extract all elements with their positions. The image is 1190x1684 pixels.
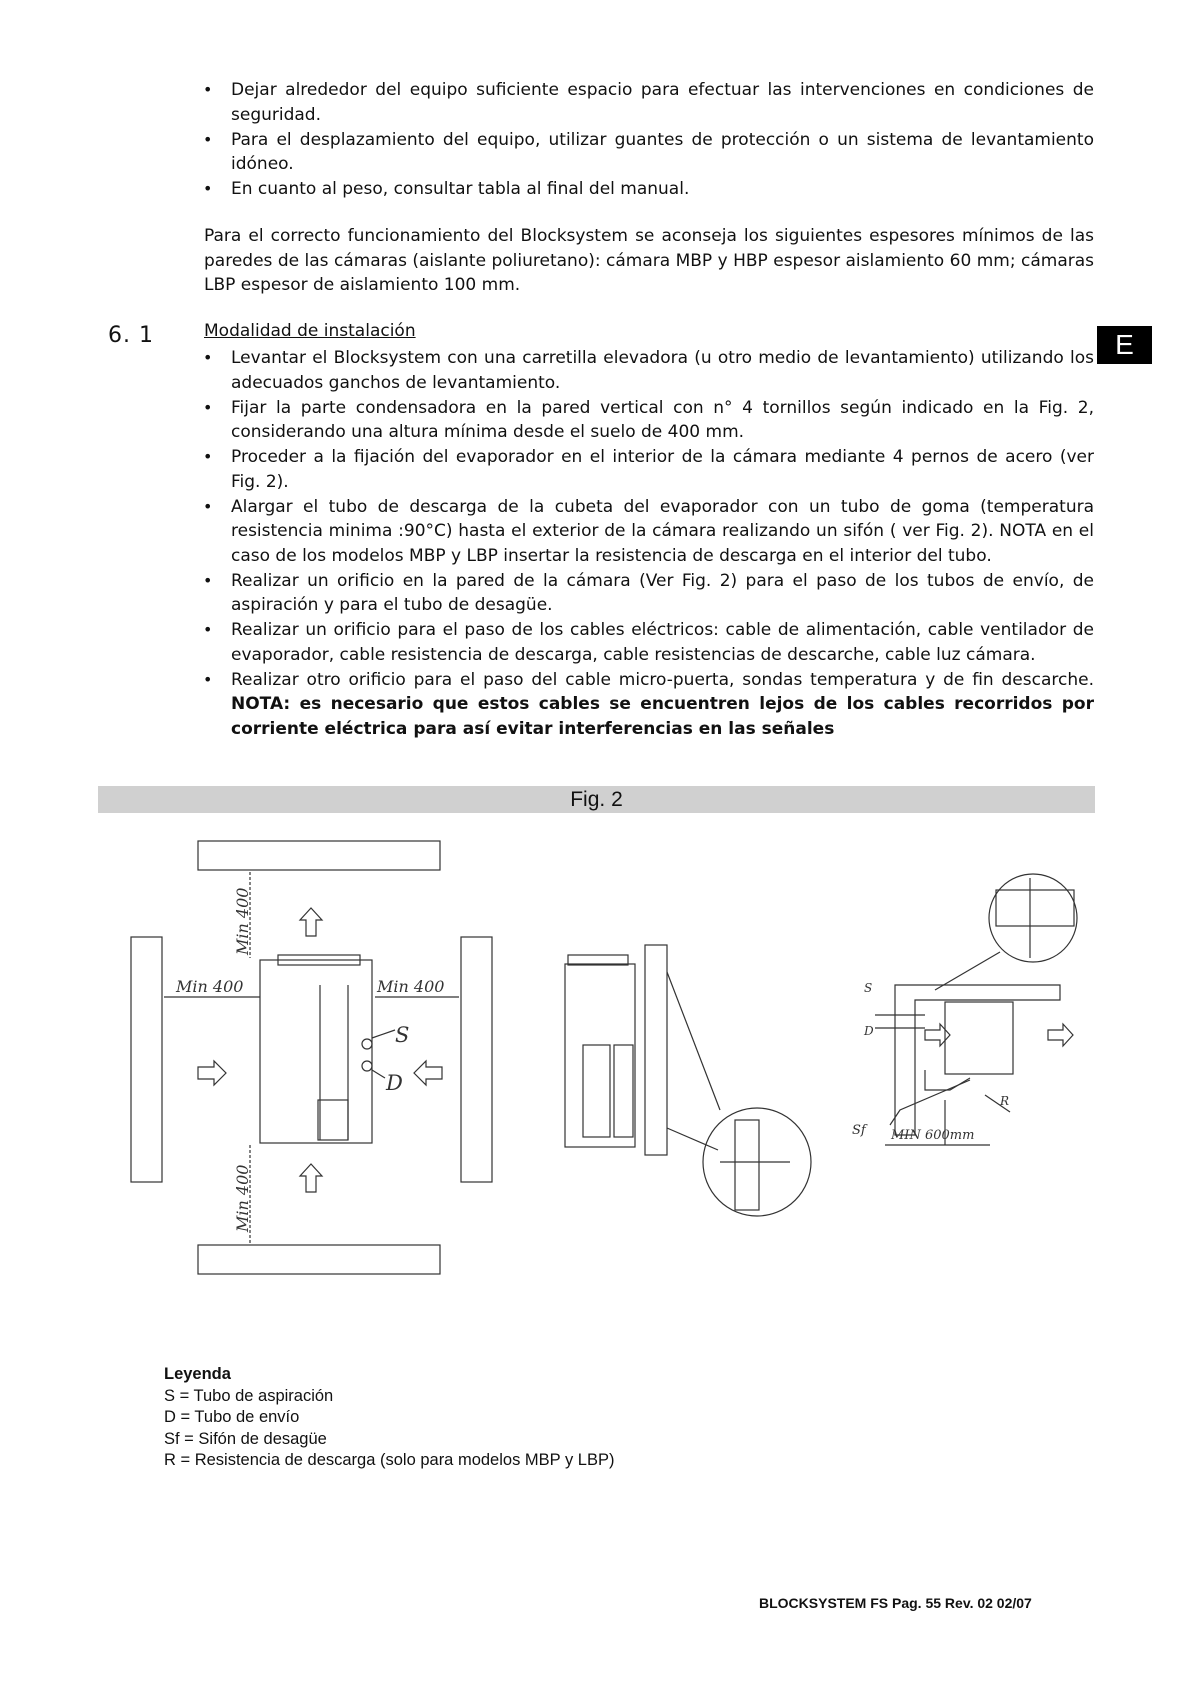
- language-tab: E: [1097, 326, 1152, 364]
- legend-title: Leyenda: [164, 1365, 231, 1383]
- list-item: • Para el desplazamiento del equipo, utilizar guantes de protección o un sistema de levantamiento idóneo.: [197, 128, 1094, 177]
- arrow-right-icon: [1048, 1024, 1073, 1046]
- arrow-right-icon: [198, 1061, 226, 1085]
- legend-item: Sf = Sifón de desagüe: [164, 1429, 327, 1448]
- siphon-label: Sf: [852, 1123, 866, 1138]
- list-item: • Levantar el Blocksystem con una carretilla elevadora (u otro medio de levantamiento) utilizando los adecuados ganchos de levantamiento.: [197, 346, 1094, 395]
- section-number: 6. 1: [108, 323, 154, 348]
- legend-item: D = Tubo de envío: [164, 1408, 300, 1426]
- side-unit: [565, 964, 635, 1147]
- arrow-up-icon: [300, 908, 322, 936]
- arrow-left-icon: [414, 1061, 442, 1085]
- dimension-label-top: Min 400: [233, 887, 252, 955]
- list-item: • Realizar un orificio en la pared de la cámara (Ver Fig. 2) para el paso de los tubos de envío, de aspiración y para el tubo de desagüe.: [197, 569, 1094, 618]
- installation-bullet-list: [197, 346, 1094, 742]
- list-item-text: Realizar otro orificio para el paso del cable micro-puerta, sondas temperatura y de fin descarche.: [231, 669, 1094, 690]
- min-600-label: MIN 600mm: [891, 1128, 975, 1143]
- control-panel: [318, 1100, 348, 1140]
- resistance-label: R: [1000, 1094, 1010, 1108]
- side-wall: [645, 945, 667, 1155]
- ceiling-wall: [198, 841, 440, 870]
- intro-bullet-list: [197, 78, 1094, 202]
- list-item: [197, 668, 1094, 742]
- page-footer: BLOCKSYSTEM FS Pag. 55 Rev. 02 02/07: [759, 1595, 1032, 1611]
- evaporator-wall: [895, 985, 1060, 1135]
- list-item: • Proceder a la fijación del evaporador en el interior de la cámara mediante 4 pernos de acero (ver Fig. 2).: [197, 445, 1094, 494]
- dimension-label-bottom: Min 400: [233, 1164, 252, 1232]
- floor-wall: [198, 1245, 440, 1274]
- suction-label-small: S: [864, 981, 873, 995]
- evaporator-unit: [945, 1002, 1013, 1074]
- arrow-up-icon: [300, 1164, 322, 1192]
- left-wall: [131, 937, 162, 1182]
- list-item: • Fijar la parte condensadora en la pared vertical con n° 4 tornillos según indicado en la Fig. 2, considerando una altura mínima desde el suelo de 400 mm.: [197, 396, 1094, 445]
- legend-item: R = Resistencia de descarga (solo para modelos MBP y LBP): [164, 1451, 615, 1469]
- list-item: • Realizar un orificio para el paso de los cables eléctricos: cable de alimentación, cable ventilador de evaporador, cable resistencia de descarga, cable resistencias de descarche, cable luz cámara.: [197, 618, 1094, 667]
- note-text: NOTA: es necesario que estos cables se encuentren lejos de los cables recorridos por corriente eléctrica para así evitar interferencias en las señales: [231, 694, 1094, 739]
- list-item: • Dejar alrededor del equipo suficiente espacio para efectuar las intervenciones en condiciones de seguridad.: [197, 78, 1094, 127]
- list-item: • En cuanto al peso, consultar tabla al final del manual.: [197, 177, 1094, 202]
- list-item: • Alargar el tubo de descarga de la cubeta del evaporador con un tubo de goma (temperatura resistencia minima :90°C) hasta el exterior de la cámara realizando un sifón ( ver Fig. 2). NOTA en el caso de los modelos MBP y LBP insertar la resistencia de descarga en el interior del tubo.: [197, 495, 1094, 569]
- section-title: Modalidad de instalación: [204, 321, 416, 341]
- detail-circle-top: [989, 874, 1077, 962]
- discharge-label: D: [386, 1071, 403, 1095]
- figure-title-bar: Fig. 2: [98, 786, 1095, 813]
- right-wall: [461, 937, 492, 1182]
- discharge-label-small: D: [864, 1024, 874, 1038]
- legend: [164, 1364, 614, 1472]
- legend-item: S = Tubo de aspiración: [164, 1386, 334, 1405]
- suction-label: S: [395, 1023, 410, 1047]
- dimension-label-left: Min 400: [176, 977, 244, 996]
- condensing-unit: [260, 960, 372, 1143]
- arrow-right-icon: [925, 1024, 950, 1046]
- installation-drawing: [0, 820, 1190, 1300]
- intro-paragraph: Para el correcto funcionamiento del Blocksystem se aconseja los siguientes espesores mínimos de las paredes de las cámaras (aislante poliuretano): cámara MBP y HBP espesor aislamiento 60 mm; cámaras LBP espesor de aislamiento 100 mm.: [204, 226, 1094, 295]
- dimension-label-right: Min 400: [377, 977, 445, 996]
